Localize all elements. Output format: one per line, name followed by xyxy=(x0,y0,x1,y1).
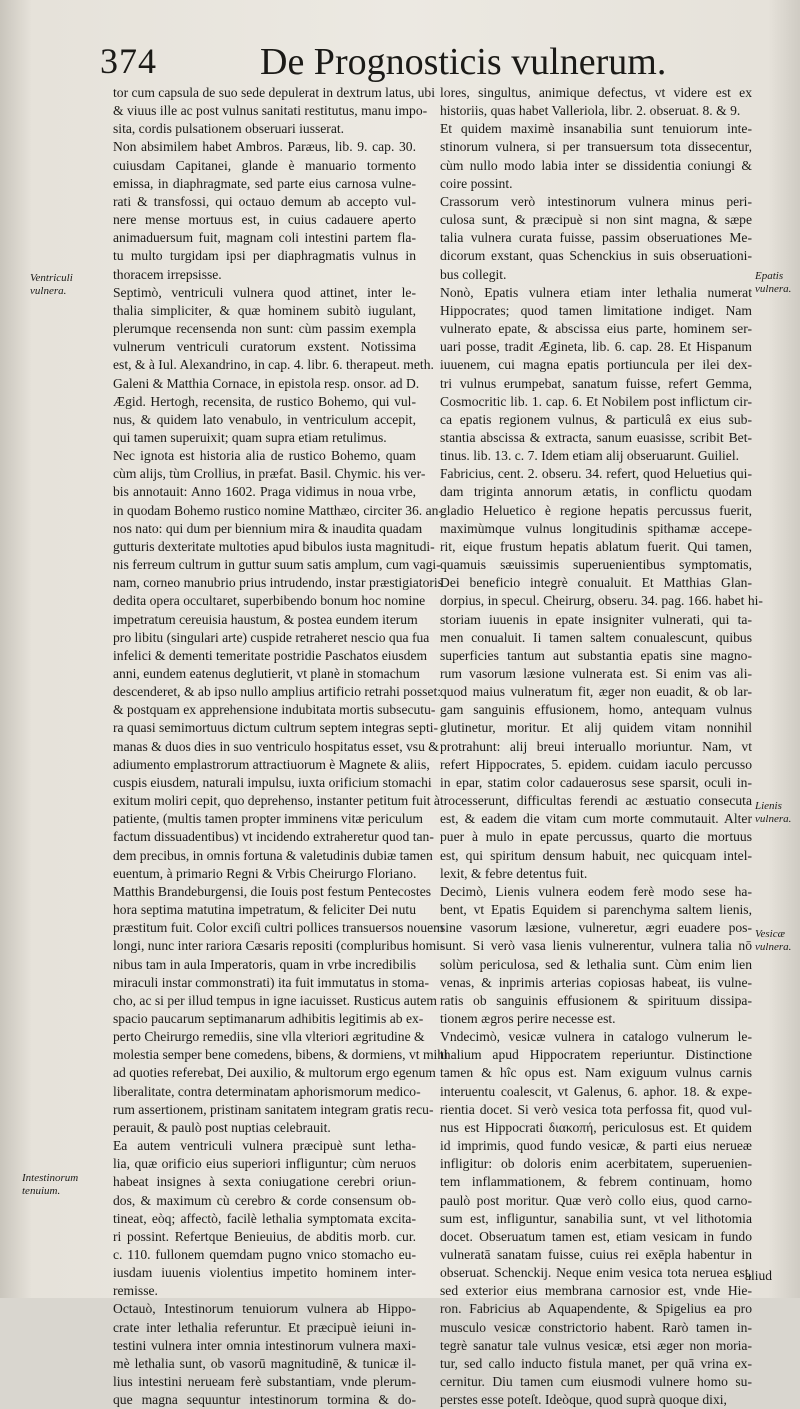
text-line: maximùmque vulnus longitudinis spithamæ accepe- xyxy=(440,520,752,536)
text-line: tamen & hîc opus est. Nam exiguum vulnus carnis xyxy=(440,1065,752,1081)
text-line: dicorum exstant, quas Schenckius in suis obseruationi- xyxy=(440,248,752,264)
text-line: thalium apud Hippocratem reperiuntur. Distinctione xyxy=(440,1047,752,1063)
text-line: paulò post moritur. Quæ verò collo eius, quod carno- xyxy=(440,1192,752,1208)
text-line: thalia simpliciter, & quæ hominem subitò iugulant, xyxy=(113,302,416,318)
text-line: manas & duos dies in suo ventriculo hospitatus esset, vsu & xyxy=(113,738,439,754)
text-line: Nonò, Epatis vulnera etiam inter lethalia numerat xyxy=(440,284,752,300)
text-line: Ægid. Hertogh, recensita, de rustico Bohemo, qui vul- xyxy=(113,393,416,409)
text-line: tur, sed callo inducto fistula manet, per quā vrina ex- xyxy=(440,1355,752,1371)
text-line: Ea autem ventriculi vulnera præcipuè sunt letha- xyxy=(113,1138,416,1154)
text-line: men conualuit. Ii tamen saltem conualescunt, quibus xyxy=(440,629,752,645)
text-line: historiis, quas habet Valleriola, libr. 2. obseruat. 8. & 9. xyxy=(440,103,741,119)
text-line: est, qui spiritum densum habuit, nec quicquam intel- xyxy=(440,847,752,863)
text-line: coire possint. xyxy=(440,175,513,191)
text-line: spacio paucarum septimanarum adhibitis legitimis ab ex- xyxy=(113,1010,424,1026)
text-line: id imprimis, quod fundo vesicæ, & parti eius nerueæ xyxy=(440,1138,752,1154)
text-line: ri possint. Refertque Benieuius, de abditis morb. cur. xyxy=(113,1228,416,1244)
margin-note-lienis: Lienis vulnera. xyxy=(755,800,792,825)
text-line: stantia abscissa & extracta, sanum euasisse, scribit Bet- xyxy=(440,429,752,445)
text-line: tri vulnus erumpebat, sanatum fuisse, refert Gemma, xyxy=(440,375,752,391)
text-line: Octauò, Intestinorum tenuiorum vulnera ab Hippo- xyxy=(113,1301,416,1317)
text-line: factum dissuadentibus) vt incidendo extraheretur quod tan- xyxy=(113,829,434,845)
text-line: gam sanguinis effusionem, homo, antequam vulnus xyxy=(440,702,752,718)
text-line: nis ferreum cultrum in guttur suum satis amplum, cum vagi- xyxy=(113,557,441,573)
text-line: nos nato: qui dum per biennium mira & inaudita quadam xyxy=(113,520,423,536)
text-line: plerumque recensenda non sunt: cùm passim exempla xyxy=(113,321,416,337)
text-line: iuuenem, cui magna epatis portiuncula per ilei dex- xyxy=(440,357,752,373)
text-line: perto Cheirurgo remediis, sine vlla vlteriori ægritudine & xyxy=(113,1029,425,1045)
text-line: crate inter lethalia referuntur. Et præcipuè ieiuni in- xyxy=(113,1319,416,1335)
text-line: descenderet, & ab ipso nullo amplius artificio retrahi posset: xyxy=(113,684,442,700)
text-line: ad quoties referebat, Dei auxilio, & multorum ergo egenum xyxy=(113,1065,436,1081)
text-line: refert Hippocrates, 5. epidem. cuidam iaculo percusso xyxy=(440,756,752,772)
text-line: Cosmocritic lib. 1. cap. 6. Et Nobilem post inflictum cir- xyxy=(440,393,752,409)
text-line: Vndecimò, vesicæ vulnera in catalogo vulnerum le- xyxy=(440,1029,752,1045)
text-line: Septimò, ventriculi vulnera quod attinet, inter le- xyxy=(113,284,416,300)
text-line: exitum moliri cepit, quo deprehenso, instanter petitum fuit à xyxy=(113,793,440,809)
text-line: superficies tantum aut substantia epatis sine magno- xyxy=(440,647,752,663)
text-line: dam triginta annorum ætatis, in conflictu quodam xyxy=(440,484,752,500)
margin-note-epatis: Epatis vulnera. xyxy=(755,270,792,295)
margin-note-ventriculi: Ventriculi vulnera. xyxy=(30,272,73,297)
text-line: dem precibus, in omnis fortuna & valetudinis dubiæ tamen xyxy=(113,847,433,863)
text-line: sed exterior eius membrana carnosior est, vnde Hie- xyxy=(440,1283,752,1299)
text-line: venas, & inprimis arterias copiosas habeat, iis vulne- xyxy=(440,974,752,990)
text-line: Fabricius, cent. 2. obseru. 34. refert, quod Heluetius qui- xyxy=(440,466,752,482)
text-line: qui tamen superuixit; quam supra etiam retulimus. xyxy=(113,429,387,445)
text-line: vulnerum ventriculi curatorum exstent. Notissima xyxy=(113,339,416,355)
text-line: miraculi instar commonstrati) ita fuit immutatus in stoma- xyxy=(113,974,429,990)
text-line: infligitur: ob doloris enim acerbitatem, superuenien- xyxy=(440,1156,752,1172)
text-line: molestia semper bene comedens, bibens, & dormiens, vt mihi xyxy=(113,1047,448,1063)
margin-note-vesicae: Vesicæ vulnera. xyxy=(755,928,792,953)
text-line: glutinetur, moritur. Et alij quidem vitam nonnihil xyxy=(440,720,752,736)
text-line: pro libitu (singulari arte) cuspide retraheret nescio qua fua xyxy=(113,629,430,645)
text-line: talia vulnera curata fuisse, passim obseruationes Me- xyxy=(440,230,752,246)
text-line: culosa sunt, & præcipuè si non sint magna, & sæpe xyxy=(440,212,752,228)
text-line: patiente, (multis tamen propter imminens vitæ periculum xyxy=(113,811,423,827)
text-line: rit, eique frustum hepatis ablatum fuerit. Qui tamen, xyxy=(440,538,752,554)
text-line: dos, & maximum cù cerebro & corde consensum ob- xyxy=(113,1192,416,1208)
text-line: que magna sequuntur intestinorum tormina & do- xyxy=(113,1392,416,1408)
text-line: cuiusdam Capitanei, glande è manuario tormento xyxy=(113,157,416,173)
text-line: remisse. xyxy=(113,1283,158,1299)
text-line: rum assertionem, pristinam sanitatem integram gratis recu- xyxy=(113,1101,434,1117)
text-line: tem inflammationem, & febrem continuam, homo xyxy=(440,1174,752,1190)
text-line: interuentu coalescit, vt Galenus, 6. aphor. 18. & expe- xyxy=(440,1083,752,1099)
text-line: perauit, & paulò post nuptias celebrauit. xyxy=(113,1119,331,1135)
text-line: ra quasi semimortuus dictum cultrum septem integras septi- xyxy=(113,720,439,736)
text-line: thoracem irrepsisse. xyxy=(113,266,222,282)
text-line: rientia docet. Si verò vesica tota perfossa fit, quod vul- xyxy=(440,1101,752,1117)
text-line: sine vasorum læsione, vulneretur, ægri euadere pos- xyxy=(440,920,752,936)
text-line: tor cum capsula de suo sede depulerat in dextrum latus, ubi xyxy=(113,85,436,100)
text-line: in quodam Bohemo rustico nomine Matthæo, circiter 36. an- xyxy=(113,502,443,518)
text-line: cuspis eiusdem, naturali impulsu, iuxta orificium stomachi xyxy=(113,774,432,790)
text-line: vulnerato epate, & abscissa eius parte, hominem ser- xyxy=(440,321,752,337)
running-title: De Prognosticis vulnerum. xyxy=(260,41,667,83)
text-line: rum vasorum læsione vulnerata est. Si enim vas ali- xyxy=(440,666,752,681)
text-line: dorpius, in specul. Cheirurg, obseru. 34. pag. 166. habet hi- xyxy=(440,593,763,609)
text-line: cernitur. Diu tamen cum eiusmodi vulnere homo su- xyxy=(440,1374,752,1390)
text-line: nam, corneo manubrio prius intrudendo, instar præstigiatoris xyxy=(113,575,443,591)
catchword: aliud xyxy=(745,1268,772,1283)
text-line: puer à mulo in epate percussus, quarto die mortuus xyxy=(440,829,752,845)
text-line: ratis ob sanguinis effusionem & spirituum dissipa- xyxy=(440,992,752,1008)
text-line: euentum, à primario Regni & Vrbis Cheirurgo Floriano. xyxy=(113,865,417,881)
text-line: est, & eadem die vitam cum morte commutauit. Alter xyxy=(440,811,752,827)
text-line: protrahunt: alij breui interuallo moriuntur. Nam, vt xyxy=(440,738,752,754)
text-line: dedita opera occultaret, superbibendo bonum hoc nomine xyxy=(113,593,426,609)
text-line: testini vulnera inter omnia intestinorum vulnera maxi- xyxy=(113,1337,416,1353)
text-line: bent, vt Epatis Equidem si parenchyma saltem lienis, xyxy=(440,902,752,918)
text-line: Dei beneficio integrè conualuit. Et Matthias Glan- xyxy=(440,575,752,591)
text-line: impetratum cereuisia haustum, & postea eundem iterum xyxy=(113,611,418,627)
text-line: sunt. Si verò vasa lienis vulnerentur, vulnera talia nō xyxy=(440,938,752,954)
text-line: liberalitate, contra determinatam aphorismorum medico- xyxy=(113,1083,421,1099)
left-text-column xyxy=(113,84,448,1409)
text-line: & postquam ex apprehensione indubitata mortis subsecutu- xyxy=(113,702,436,718)
text-line: Hippocrates; quod tamen limitatione indiget. Nam xyxy=(440,302,752,318)
text-line: Et quidem maximè insanabilia sunt tenuiorum inte- xyxy=(440,121,752,137)
page-number: 374 xyxy=(100,41,157,81)
text-line: cho, ac si per illud tempus in igne iacuisset. Rusticus autem xyxy=(113,992,437,1008)
text-line: adiumento emplastrorum attractiuorum è Magnete & aliis, xyxy=(113,756,430,772)
text-line: emissa, in diaphragmate, sed parte eius carnosa vulne- xyxy=(113,175,416,191)
text-line: sita, cordis pulsationem obseruari iusserat. xyxy=(113,121,345,137)
text-line: uari posse, tradit Ægineta, lib. 6. cap. 28. Et Hispanum xyxy=(440,339,752,355)
text-line: bus collegit. xyxy=(440,266,507,282)
text-line: mè lethalia sunt, ob vasorū magnitudinē, & tunicæ il- xyxy=(113,1355,416,1371)
text-line: animaduersum fuit, magnam coli intestini partem fla- xyxy=(113,230,416,246)
text-line: nus est Hippocrati διακοπή, periculosus est. Et quidem xyxy=(440,1119,752,1135)
text-line: nus, & quidem lato venabulo, in ventriculum accepit, xyxy=(113,411,416,427)
text-line: Matthis Brandeburgensi, die Iouis post festum Pentecostes xyxy=(113,883,432,899)
text-line: habeat insignes à sexta coniugatione cerebri oriun- xyxy=(113,1174,416,1190)
text-line: Nec ignota est historia alia de rustico Bohemo, quam xyxy=(113,448,416,464)
text-line: infelici & dementi temeritate postridie Paschatos eiusdem xyxy=(113,647,428,663)
text-line: anni, eundem eatenus deglutierit, vt planè in stomachum xyxy=(113,666,420,681)
text-line: tinus. lib. 13. c. 7. Idem etiam alij obseruarunt. Guiliel. xyxy=(440,448,740,464)
margin-note-intestinorum: Intestinorum tenuium. xyxy=(22,1172,79,1197)
text-line: longi, nunc inter rariora Cæsaris repositi (compluribus homi- xyxy=(113,938,445,954)
text-line: nere mense mortuus est, in cuius cadauere aperto xyxy=(113,212,416,228)
text-line: obseruat. Schenckij. Neque enim vesica tota neruea est, xyxy=(440,1265,752,1281)
text-line: tineat, eòq; affectò, facilè lethalia symptomata excita- xyxy=(113,1210,416,1226)
text-line: iusdam iuuenis violentius impetito hominem inter- xyxy=(113,1265,416,1281)
text-line: lius intestini nerueam ferè substantiam, vnde plerum- xyxy=(113,1374,416,1390)
text-line: tegrè sanatur tale vulnus vesicæ, etsi æger non moria- xyxy=(440,1337,752,1353)
text-line: tionem ægros perire necesse est. xyxy=(440,1010,616,1026)
text-line: rati & transfossi, qui octauo demum ab accepto vul- xyxy=(113,193,416,209)
text-line: Crassorum verò intestinorum vulnera minus peri- xyxy=(440,193,752,209)
text-line: bis annotauit: Anno 1602. Praga vidimus in noua vrbe, xyxy=(113,484,416,500)
text-line: Decimò, Lienis vulnera eodem ferè modo sese ha- xyxy=(440,883,752,899)
text-line: nibus tam in aula Imperatoris, quam in vrbe incredibilis xyxy=(113,956,416,972)
text-line: docet. Obseruatum tamen est, etiam vesicam in fundo xyxy=(440,1228,752,1244)
text-line: lexit, & febre detentus fuit. xyxy=(440,865,588,881)
text-line: sum est, infliguntur, sanabilia sunt, vt vel lithotomia xyxy=(440,1210,752,1226)
text-line: cùm nullo modo labia inter se dissidentia coniungi & xyxy=(440,157,752,173)
text-line: præstitum fuit. Color exciſi cultri pollices transuersos nouem xyxy=(113,920,444,936)
text-line: gutturis dexteritate multoties apud bibulos iusta magnitudi- xyxy=(113,538,435,554)
text-line: hora septima matutina impetratum, & feliciter Dei nutu xyxy=(113,902,416,918)
text-line: est, & à Iul. Alexandrino, in cap. 4. libr. 6. therapeut. meth. xyxy=(113,357,434,373)
text-line: c. 110. fullonem quemdam pugno vnico stomacho eu- xyxy=(113,1247,416,1262)
text-line: lores, singultus, animique defectus, vt videre est ex xyxy=(440,85,752,100)
text-line: lia, quæ orificio eius superiori infliguntur; cùm neruos xyxy=(113,1156,416,1172)
text-line: perstes esse poteſt. Ideòque, quod suprà quoque dixi, xyxy=(440,1392,727,1408)
text-line: musculo vesicæ constrictorio habent. Rarò tamen in- xyxy=(440,1319,752,1335)
text-line: Non absimilem habet Ambros. Paræus, lib. 9. cap. 30. xyxy=(113,139,416,155)
text-line: quod maius vulneratum fit, æger non euadit, & ob lar- xyxy=(440,684,752,700)
text-line: gladio Heluetico è regione hepatis percussus fuerit, xyxy=(440,502,752,518)
text-line: trocesserunt, difficultas ferendi ac æstuatio consecuta xyxy=(440,793,752,809)
text-line: solùm periculosa, sed & lethalia sunt. Cùm enim lien xyxy=(440,956,752,972)
text-line: & viuus ille ac post vulnus sanitati restitutus, manu impo- xyxy=(113,103,428,119)
page-header xyxy=(100,40,790,90)
text-line: storiam iuuenis in epate insigniter vulnerati, qui ta- xyxy=(440,611,752,627)
text-line: ca epatis regionem vulnus, & particulâ ex eius sub- xyxy=(440,411,752,427)
text-line: in epar, statim color cadauerosus sese sparsit, oculi in- xyxy=(440,774,752,790)
text-line: Galeni & Matthia Cornace, in epistola resp. onsor. ad D. xyxy=(113,375,420,391)
text-line: quamuis sæuissimis superuenientibus symptomatis, xyxy=(440,557,752,573)
text-line: stinorum vulnera, si per transuersum tota dissecentur, xyxy=(440,139,752,155)
text-line: tu multo turgidam ipsi per diaphragmatis vulnus in xyxy=(113,248,416,264)
text-line: ron. Fabricius ab Aquapendente, & Spigelius ea pro xyxy=(440,1301,752,1317)
text-line: vulneratā sanatam fuisse, cuius rei exēpla habentur in xyxy=(440,1247,752,1262)
text-line: cùm alijs, tùm Crollius, in præfat. Basil. Chymic. his ver- xyxy=(113,466,426,482)
